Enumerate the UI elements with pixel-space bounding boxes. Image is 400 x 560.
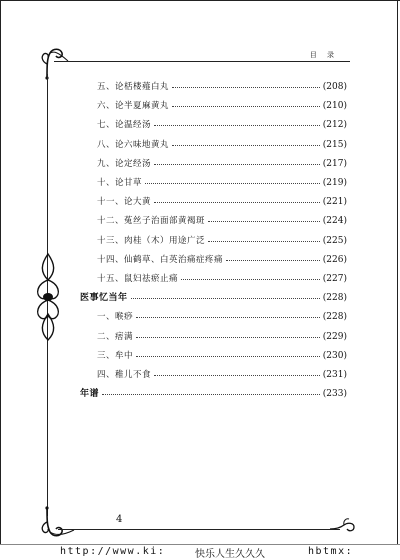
toc-entry-page: (210) bbox=[322, 101, 347, 112]
toc-entry-title: 十一、论大黄 bbox=[97, 197, 152, 208]
toc-entry-page: (208) bbox=[322, 82, 347, 92]
toc-entry-title: 六、论半夏麻黄丸 bbox=[97, 101, 170, 112]
toc-entry-title: 二、痞满 bbox=[97, 331, 134, 342]
toc-entry-page: (231) bbox=[322, 370, 347, 380]
toc-entry-title: 十二、菟丝子治面部黄褐斑 bbox=[97, 216, 206, 227]
toc-entry-page: (228) bbox=[322, 312, 347, 323]
toc-entry-page: (225) bbox=[322, 235, 347, 246]
toc-entry-title: 七、论温经汤 bbox=[97, 120, 152, 131]
toc-leader-dots bbox=[181, 279, 320, 280]
toc-entry-title: 十、论甘草 bbox=[97, 178, 143, 188]
toc-leader-dots bbox=[208, 241, 320, 242]
toc-entry-title: 十五、鼠妇祛瘀止痛 bbox=[97, 274, 179, 284]
toc-entry bbox=[0, 176, 400, 194]
toc-entry bbox=[0, 118, 400, 136]
toc-entry bbox=[0, 310, 400, 328]
toc-entry-page: (229) bbox=[322, 331, 347, 342]
toc-leader-dots bbox=[154, 375, 320, 376]
toc-leader-dots bbox=[172, 145, 320, 146]
toc-leader-dots bbox=[208, 221, 320, 222]
toc-leader-dots bbox=[154, 125, 320, 126]
toc-entry bbox=[0, 195, 400, 213]
toc-entry bbox=[0, 234, 400, 252]
toc-entry bbox=[0, 138, 400, 156]
toc-entry-title: 年谱 bbox=[80, 389, 100, 400]
toc-entry bbox=[0, 157, 400, 175]
toc-entry-title: 十三、肉桂（木）用途广泛 bbox=[97, 235, 206, 246]
toc-leader-dots bbox=[226, 260, 320, 261]
toc-entry-title: 三、牟中 bbox=[97, 350, 134, 361]
toc-entry bbox=[0, 349, 400, 367]
toc-leader-dots bbox=[154, 164, 320, 165]
toc-leader-dots bbox=[172, 87, 320, 88]
toc-entry bbox=[0, 253, 400, 271]
footer-right-text: hbtmx: bbox=[308, 546, 354, 557]
toc-leader-dots bbox=[131, 298, 320, 299]
toc-entry-title: 四、稚儿不食 bbox=[97, 370, 152, 380]
footer-watermark: 快乐人生久久久 bbox=[195, 549, 265, 560]
toc-entry-title: 十四、仙鹤草、白英治痛症疼痛 bbox=[97, 254, 224, 265]
toc-entry-page: (230) bbox=[322, 350, 347, 361]
toc-entry bbox=[0, 387, 400, 405]
footer-url: http://www.ki: bbox=[60, 546, 166, 557]
toc-leader-dots bbox=[136, 356, 320, 357]
toc-entry-title: 八、论六味地黄丸 bbox=[97, 139, 170, 150]
toc-entry-title: 医事忆当年 bbox=[80, 293, 128, 304]
toc-entry-title: 一、喉痧 bbox=[97, 312, 134, 323]
toc-entry-page: (227) bbox=[322, 274, 347, 284]
toc-entry-title: 九、论定经汤 bbox=[97, 158, 152, 169]
toc-entry bbox=[0, 99, 400, 117]
toc-entry-page: (215) bbox=[322, 139, 347, 150]
toc-entry-page: (219) bbox=[322, 178, 347, 188]
toc-entry bbox=[0, 368, 400, 386]
toc-entry-page: (212) bbox=[322, 120, 347, 131]
toc-entry-page: (217) bbox=[322, 158, 347, 169]
header-title: 目 录 bbox=[309, 51, 338, 59]
toc-leader-dots bbox=[136, 317, 320, 318]
toc-leader-dots bbox=[145, 183, 320, 184]
toc-entry bbox=[0, 291, 400, 309]
toc-entry bbox=[0, 214, 400, 232]
page-number: 4 bbox=[116, 514, 123, 525]
toc-entry bbox=[0, 330, 400, 348]
toc-entry-page: (221) bbox=[322, 197, 347, 208]
toc-entry-title: 五、论栝楼薤白丸 bbox=[97, 82, 170, 92]
toc-entry-page: (224) bbox=[322, 216, 347, 227]
toc-leader-dots bbox=[172, 106, 320, 107]
toc-leader-dots bbox=[102, 394, 320, 395]
toc-entry-page: (226) bbox=[322, 254, 347, 265]
toc-entry-page: (233) bbox=[322, 389, 347, 400]
toc-entry bbox=[0, 80, 400, 98]
toc-leader-dots bbox=[154, 202, 320, 203]
toc-entry-page: (228) bbox=[322, 293, 347, 304]
toc-entry bbox=[0, 272, 400, 290]
toc-leader-dots bbox=[136, 337, 320, 338]
